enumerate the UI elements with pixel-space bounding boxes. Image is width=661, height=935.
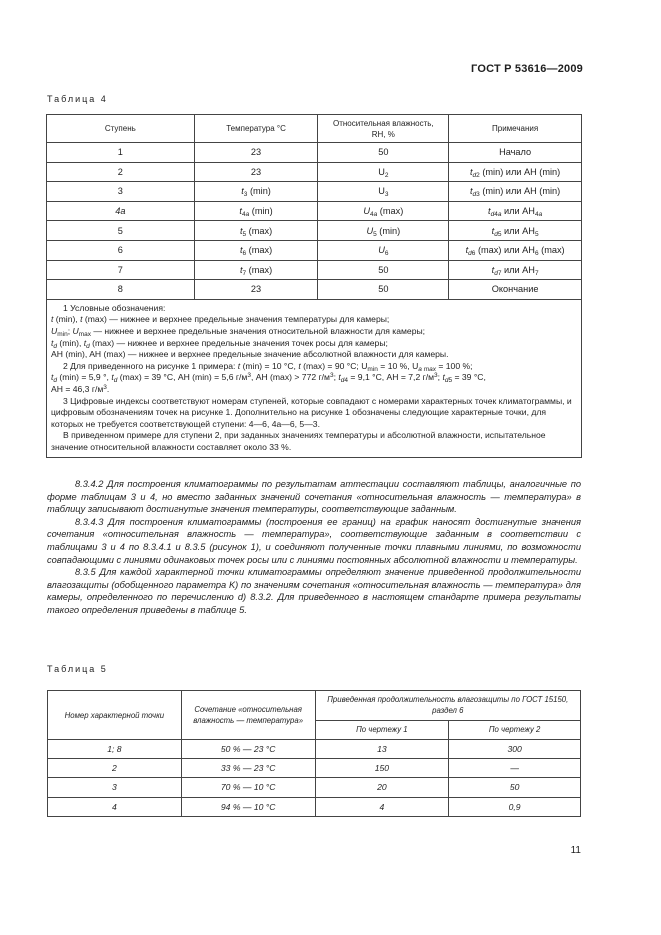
table4-caption: Таблица 4 <box>47 94 108 104</box>
note-1-title: 1 Условные обозначения: <box>63 302 166 313</box>
table5-header-row <box>48 691 581 721</box>
table-cell: $t_{d3}$ (min) или AH (min) <box>449 182 582 202</box>
table5-header-combo: Сочетание «относительная влажность — температура» <box>181 691 315 740</box>
table-row <box>47 221 582 241</box>
note-4: В приведенном примере для ступени 2, при заданных значениях температуры и абсолютной влажности, испытательное значение относительной влажности составляет около 33 %. <box>51 430 546 452</box>
table-cell: 94 % — 10 °С <box>181 797 315 816</box>
table-cell: 8 <box>47 280 195 300</box>
table-cell: $t_{d6}$ (max) или $AH_6$ (max) <box>449 240 582 260</box>
table-cell: 2 <box>48 759 182 778</box>
note-1-dewpoint: $t_d$ (min), $t_d$ (max) — нижнее и верхнее предельные значения точек росы для камеры; <box>51 337 388 350</box>
table-row <box>48 759 581 778</box>
table-cell: — <box>449 759 581 778</box>
table-cell: 1 <box>47 143 195 163</box>
table-4 <box>46 114 582 458</box>
table-cell: 23 <box>194 143 318 163</box>
table4-header-step: Ступень <box>47 115 195 143</box>
paragraph-8-3-4-2: 8.3.4.2 Для построения климатограммы по результатам аттестации составляют таблицы, аналогичные по форме таблицам 3 и 4, но вместо заданных значений сочетания «относительная влажность — температура» в таблицу записывают достигнутые значения температуры, соответствующие заданным. <box>47 479 581 515</box>
note-2-line-3: AH = 46,3 $г/м^3$. <box>51 383 110 394</box>
note-1-humidity: $U_{min}$; $U_{max}$ — нижнее и верхнее предельные значения относительной влажности для камеры; <box>51 325 426 338</box>
table-row <box>47 260 582 280</box>
table-cell: 50 <box>318 260 449 280</box>
table-cell: 4 <box>48 797 182 816</box>
table-cell: 33 % — 23 °С <box>181 759 315 778</box>
table-row <box>47 280 582 300</box>
table-cell: $t_7$ (max) <box>194 260 318 280</box>
table-cell: 4a <box>47 201 195 221</box>
table-row <box>48 778 581 797</box>
table-cell: 3 <box>47 182 195 202</box>
table-cell: $t_{d2}$ (min) или AH (min) <box>449 162 582 182</box>
table4-notes-row <box>47 299 582 458</box>
table-cell: $U_6$ <box>318 240 449 260</box>
note-2-line-2: $t_d$ (min) = 5,9 °, $t_d$ (max) = 39 °С, AH (min) = 5,6 $г/м^3$, AH (max) > 772 $г/м^3$; $t_{d4} = 9,1$ °С, AH = 7,2 $г/м^3$; $t_{d5} = 39$ °С, <box>51 372 486 385</box>
table-cell: 50 <box>318 280 449 300</box>
table-cell: 50 % — 23 °С <box>181 740 315 759</box>
table-cell: $t_5$ (max) <box>194 221 318 241</box>
table-cell: 50 <box>449 778 581 797</box>
table-cell: 300 <box>449 740 581 759</box>
table-cell: Начало <box>449 143 582 163</box>
table-cell: 50 <box>318 143 449 163</box>
note-1-abs-humidity: AH (min), AH (max) — нижнее и верхнее предельные значение абсолютной влажности для камеры. <box>51 349 449 360</box>
note-1-temperature: t (min), t (max) — нижнее и верхнее предельные значения температуры для камеры; <box>51 314 390 325</box>
table-cell: 7 <box>47 260 195 280</box>
table4-header-temperature: Температура °С <box>194 115 318 143</box>
table-cell: 23 <box>194 280 318 300</box>
table-cell: 6 <box>47 240 195 260</box>
table-cell: $t_{d5}$ или $AH_5$ <box>449 221 582 241</box>
table-cell: $t_6$ (max) <box>194 240 318 260</box>
table-cell: 1; 8 <box>48 740 182 759</box>
note-2-line-1: 2 Для приведенного на рисунке 1 примера: t (min) = 10 °С, t (max) = 90 °С; $U_{min} = 10$ %, $U_{a max} = 100$ %; <box>63 360 473 373</box>
table-row <box>48 740 581 759</box>
table-cell: $t_{d4a}$ или $AH_{4a}$ <box>449 201 582 221</box>
table-cell: $t_{4a}$ (min) <box>194 201 318 221</box>
table-cell: 13 <box>315 740 449 759</box>
table-cell: 150 <box>315 759 449 778</box>
body-paragraphs <box>47 478 581 617</box>
table4-header-humidity: Относительная влажность, RH, % <box>318 115 449 143</box>
table4-notes <box>47 299 582 458</box>
page-number: 11 <box>570 845 581 856</box>
table-row <box>47 240 582 260</box>
table5-header-group: Приведенная продолжительность влагозащиты по ГОСТ 15150, раздел 6 <box>315 691 580 721</box>
note-3: 3 Цифровые индексы соответствуют номерам ступеней, которые совпадают с номерами характерных точек климатограммы, и цифровым обозначениям точек на рисунке 1. Дополнительно на рисунке 1 обозначены следующие характерные точки, для которых не требуется соответствующей ступени: 4—6, 4а—6, 5—3. <box>51 395 572 429</box>
table-row <box>48 797 581 816</box>
table-row <box>47 162 582 182</box>
table-cell: 3 <box>48 778 182 797</box>
table-cell: 23 <box>194 162 318 182</box>
table5-caption: Таблица 5 <box>47 664 108 674</box>
table-cell: 0,9 <box>449 797 581 816</box>
table-cell: $U_3$ <box>318 182 449 202</box>
table5-header-point: Номер характерной точки <box>48 691 182 740</box>
table-cell: 70 % — 10 °С <box>181 778 315 797</box>
table-cell: Окончание <box>449 280 582 300</box>
table-cell: $U_{4a}$ (max) <box>318 201 449 221</box>
table-row <box>47 182 582 202</box>
table-row <box>47 143 582 163</box>
table-cell: 20 <box>315 778 449 797</box>
table-cell: 2 <box>47 162 195 182</box>
table-cell: 5 <box>47 221 195 241</box>
table4-header-row <box>47 115 582 143</box>
paragraph-8-3-5: 8.3.5 Для каждой характерной точки климатограммы определяют значение приведенной продолжительности влагозащиты (обобщенного параметра K) по значениям сочетания «относительная влажность — температура» для камеры, определенного по перечислению d) 8.3.2. Для приведенного в настоящем стандарте примера результаты такого определения приведены в таблице 5. <box>47 567 581 615</box>
table-cell: $U_2$ <box>318 162 449 182</box>
table5-header-drawing-1: По чертежу 1 <box>315 720 449 739</box>
table-cell: $t_3$ (min) <box>194 182 318 202</box>
table5-header-drawing-2: По чертежу 2 <box>449 720 581 739</box>
table-5 <box>47 690 581 817</box>
table-cell: $t_{d7}$ или $AH_7$ <box>449 260 582 280</box>
table-cell: 4 <box>315 797 449 816</box>
table-row <box>47 201 582 221</box>
table4-header-notes: Примечания <box>449 115 582 143</box>
paragraph-8-3-4-3: 8.3.4.3 Для построения климатограммы (построения ее границ) на график наносят достигнутые значения сочетания «относительная влажность — температура», соответствующие заданным в соответствии с таблицами 3 и 4 по 8.3.4.1 и 8.3.5 (рисунок 1), и соединяют полученные точки плавными линиями, по возможности совпадающими с линиями одинаковых точек росы или с линиями постоянных абсолютной влажности и температуры. <box>47 516 581 565</box>
standard-designation: ГОСТ Р 53616—2009 <box>471 63 583 75</box>
table-cell: $U_5$ (min) <box>318 221 449 241</box>
